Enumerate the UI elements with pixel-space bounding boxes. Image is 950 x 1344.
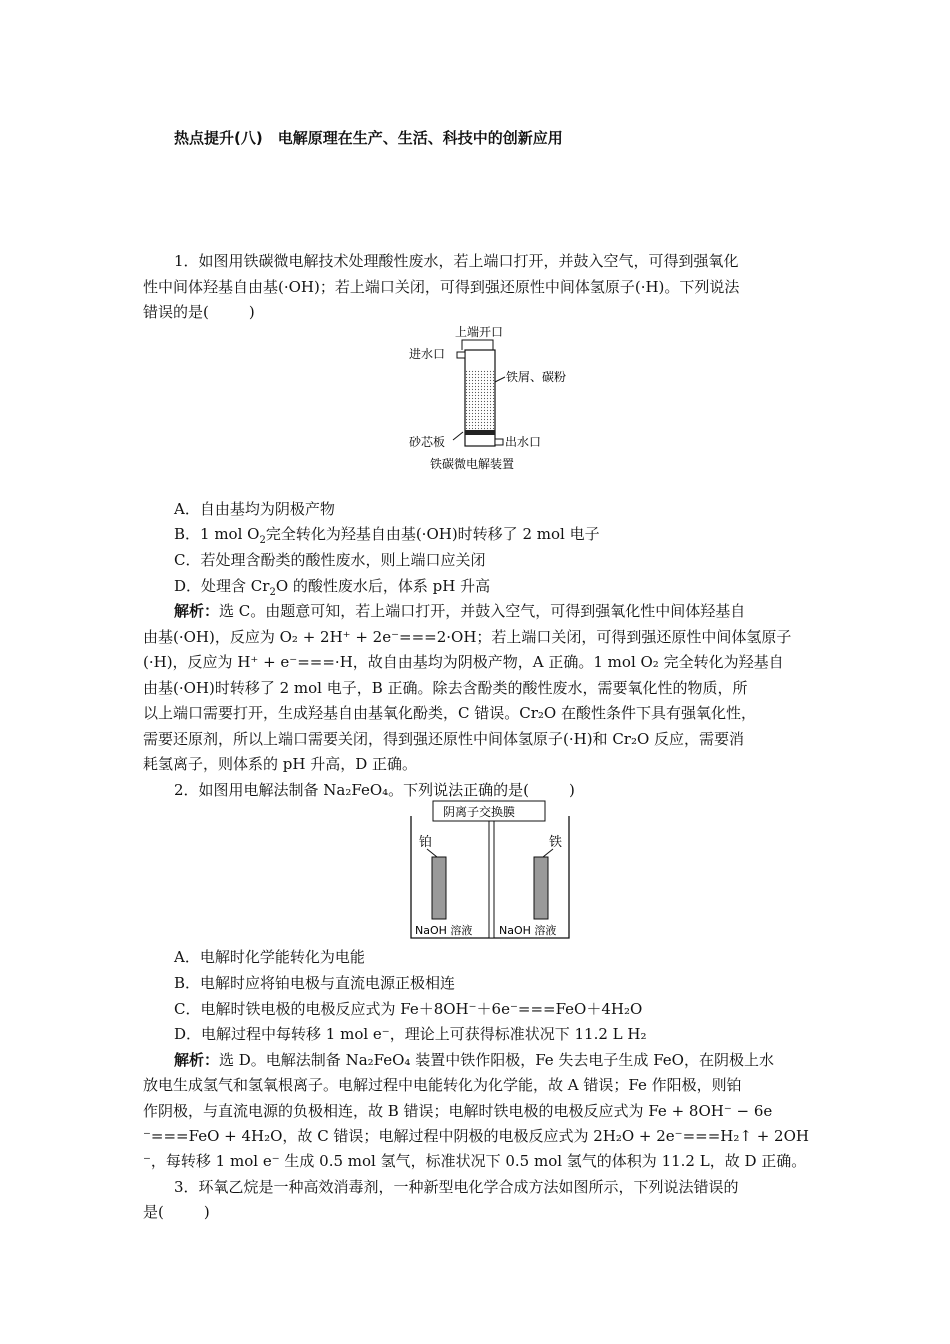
iron-carbon-fill — [465, 370, 495, 430]
q1-analysis-line-7: 耗氢离子，则体系的 pH 升高，D 正确。 — [143, 755, 418, 773]
q3-stem-line-2: 是( ) — [143, 1203, 210, 1221]
q1-label-top: 上端开口 — [455, 325, 504, 339]
answer-paren-close: ) — [248, 303, 255, 321]
q1-option-b: B．1 mol $O_2$完全转化为羟基自由基(·OH)时转移了 2 mol 电子 — [174, 525, 600, 546]
q2-label-membrane: 阴离子交换膜 — [443, 805, 516, 819]
sand-core-plate — [465, 430, 495, 435]
q1-label-plate: 砂芯板 — [409, 435, 446, 449]
q2-option-b: B．电解时应将铂电极与直流电源正极相连 — [174, 974, 456, 992]
page-title: 热点提升(八) 电解原理在生产、生活、科技中的创新应用 — [174, 129, 563, 147]
q1-analysis-line-1: 解析：选 C。由题意可知，若上端口打开，并鼓入空气，可得到强氧化性中间体羟基自 — [174, 602, 746, 620]
q2-label-pt: 铂 — [419, 835, 433, 850]
q1-option-c: C．若处理含酚类的酸性废水，则上端口应关闭 — [174, 551, 486, 569]
platinum-electrode — [432, 857, 446, 919]
q2-figure — [405, 800, 575, 942]
q1-figure — [405, 322, 595, 477]
q2-analysis-line-5: ⁻，每转移 1 mol e⁻ 生成 0.5 mol 氢气，标准状况下 0.5 mol 氢气的体积为 11.2 L，故 D 正确。 — [143, 1152, 807, 1170]
iron-electrode — [534, 857, 548, 919]
q1-option-a: A．自由基均为阴极产物 — [174, 500, 335, 518]
q2-option-a: A．电解时化学能转化为电能 — [174, 948, 365, 966]
q2-analysis-label: 解析： — [174, 1051, 220, 1069]
q1-analysis-line-4: 由基(·OH)时转移了 2 mol 电子，B 正确。除去含酚类的酸性废水，需要氧化性的物质，所 — [143, 679, 748, 697]
q1-stem-text: 错误的是( — [143, 303, 209, 321]
q2-stem: 2．如图用电解法制备 Na₂FeO₄。下列说法正确的是( ) — [174, 781, 575, 799]
q1-analysis-line-3: (·H)，反应为 H⁺ + e⁻===·H，故自由基均为阴极产物，A 正确。1 mol O₂ 完全转化为羟基自 — [143, 653, 784, 671]
q1-label-outlet: 出水口 — [505, 435, 542, 449]
q2-label-fe: 铁 — [549, 835, 563, 850]
q2-label-sol-right: NaOH 溶液 — [499, 924, 557, 937]
q1-label-fill: 铁屑、碳粉 — [506, 370, 567, 384]
q2-analysis-line-2: 放电生成氢气和氢氧根离子。电解过程中电能转化为化学能，故 A 错误；Fe 作阳极，则铂 — [143, 1076, 742, 1094]
q2-label-sol-left: NaOH 溶液 — [415, 924, 473, 937]
q2-option-c: C．电解时铁电极的电极反应式为 Fe＋8OH⁻＋6e⁻===FeO＋4H₂O — [174, 1000, 643, 1018]
q1-analysis-line-2: 由基(·OH)，反应为 O₂ + 2H⁺ + 2e⁻===2·OH；若上端口关闭，可得到强还原性中间体氢原子 — [143, 628, 792, 646]
q1-label-inlet: 进水口 — [409, 347, 446, 361]
q2-analysis-line-3: 作阴极，与直流电源的负极相连，故 B 错误；电解时铁电极的电极反应式为 Fe + 8OH⁻ − 6e — [143, 1102, 773, 1120]
q1-stem-line-2: 性中间体羟基自由基(·OH)；若上端口关闭，可得到强还原性中间体氢原子(·H)。下列说法 — [143, 278, 740, 296]
q1-analysis-label: 解析： — [174, 602, 220, 620]
q2-analysis-line-1: 解析：选 D。电解法制备 Na₂FeO₄ 装置中铁作阳极，Fe 失去电子生成 FeO，在阴极上水 — [174, 1051, 774, 1069]
q1-analysis-line-6: 需要还原剂，所以上端口需要关闭，得到强还原性中间体氢原子(·H)和 Cr₂O 反应，需要消 — [143, 730, 745, 748]
q1-option-d: D．处理含 $Cr_2O$ 的酸性废水后，体系 pH 升高 — [174, 577, 491, 598]
q1-stem-line-1: 1．如图用铁碳微电解技术处理酸性废水，若上端口打开，并鼓入空气，可得到强氧化 — [174, 252, 739, 270]
q2-analysis-line-4: ⁻===FeO + 4H₂O，故 C 错误；电解过程中阴极的电极反应式为 2H₂O + 2e⁻===H₂↑ + 2OH — [143, 1127, 809, 1145]
anion-exchange-membrane — [489, 821, 494, 938]
q3-stem-line-1: 3．环氧乙烷是一种高效消毒剂，一种新型电化学合成方法如图所示，下列说法错误的 — [174, 1178, 739, 1196]
q1-analysis-line-5: 以上端口需要打开，生成羟基自由基氧化酚类，C 错误。Cr₂O 在酸性条件下具有强氧化性， — [143, 704, 756, 722]
q2-option-d: D．电解过程中每转移 1 mol e⁻，理论上可获得标准状况下 11.2 L H₂ — [174, 1025, 647, 1043]
q1-figure-caption: 铁碳微电解装置 — [430, 457, 515, 471]
q1-stem-line-3 — [143, 301, 813, 323]
